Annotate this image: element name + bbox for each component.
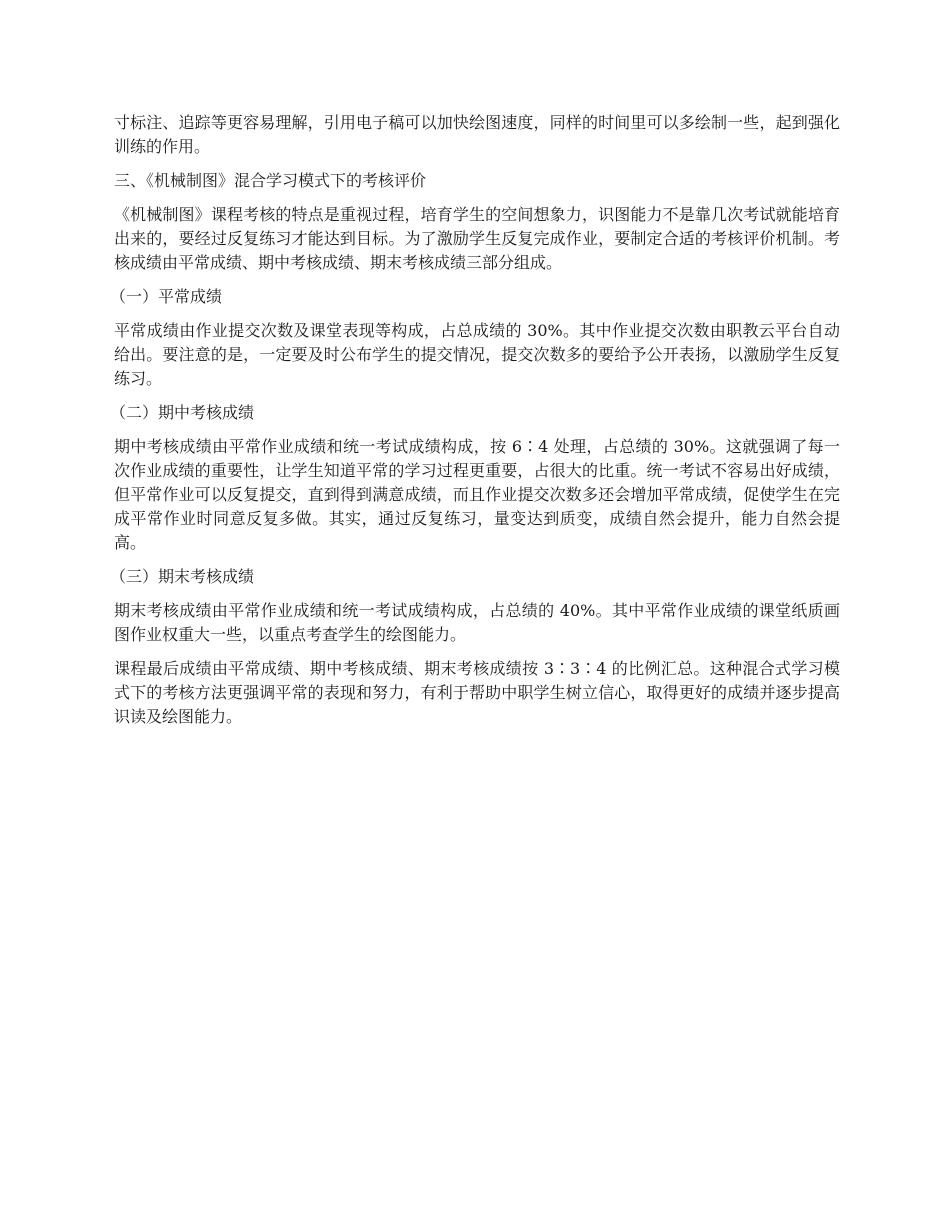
document-page (110, 111, 840, 739)
paragraph-regular-grade: 平常成绩由作业提交次数及课堂表现等构成，占总成绩的 30%。其中作业提交次数由职教云平台自动给出。要注意的是，一定要及时公布学生的提交情况，提交次数多的要给予公开表扬，以激励学生反复练习。 (114, 321, 840, 388)
paragraph-intro-continued: 寸标注、追踪等更容易理解，引用电子稿可以加快绘图速度，同样的时间里可以多绘制一些，起到强化训练的作用。 (114, 113, 840, 156)
subheading-2: （二）期中考核成绩 (110, 403, 255, 422)
subheading-1: （一）平常成绩 (110, 287, 223, 306)
paragraph-summary: 课程最后成绩由平常成绩、期中考核成绩、期末考核成绩按 3∶3∶4 的比例汇总。这种混合式学习模式下的考核方法更强调平常的表现和努力，有利于帮助中职学生树立信心，取得更好的成绩并逐步提高识读及绘图能力。 (114, 659, 840, 726)
section-heading-3: 三、《机械制图》混合学习模式下的考核评价 (114, 171, 427, 190)
paragraph-final-grade: 期末考核成绩由平常作业成绩和统一考试成绩构成，占总绩的 40%。其中平常作业成绩的课堂纸质画图作业权重大一些，以重点考查学生的绘图能力。 (114, 601, 840, 644)
paragraph-assessment-overview: 《机械制图》课程考核的特点是重视过程，培育学生的空间想象力，识图能力不是靠几次考试就能培育出来的，要经过反复练习才能达到目标。为了激励学生反复完成作业，要制定合适的考核评价机制。考核成绩由平常成绩、期中考核成绩、期末考核成绩三部分组成。 (114, 205, 840, 272)
paragraph-midterm-grade: 期中考核成绩由平常作业成绩和统一考试成绩构成，按 6∶4 处理，占总绩的 30%。这就强调了每一次作业成绩的重要性，让学生知道平常的学习过程更重要，占很大的比重。统一考试不容易出好成绩，但平常作业可以反复提交，直到得到满意成绩，而且作业提交次数多还会增加平常成绩，促使学生在完成平常作业时同意反复多做。其实，通过反复练习，量变达到质变，成绩自然会提升，能力自然会提高。 (114, 437, 840, 552)
subheading-3: （三）期末考核成绩 (110, 567, 255, 586)
